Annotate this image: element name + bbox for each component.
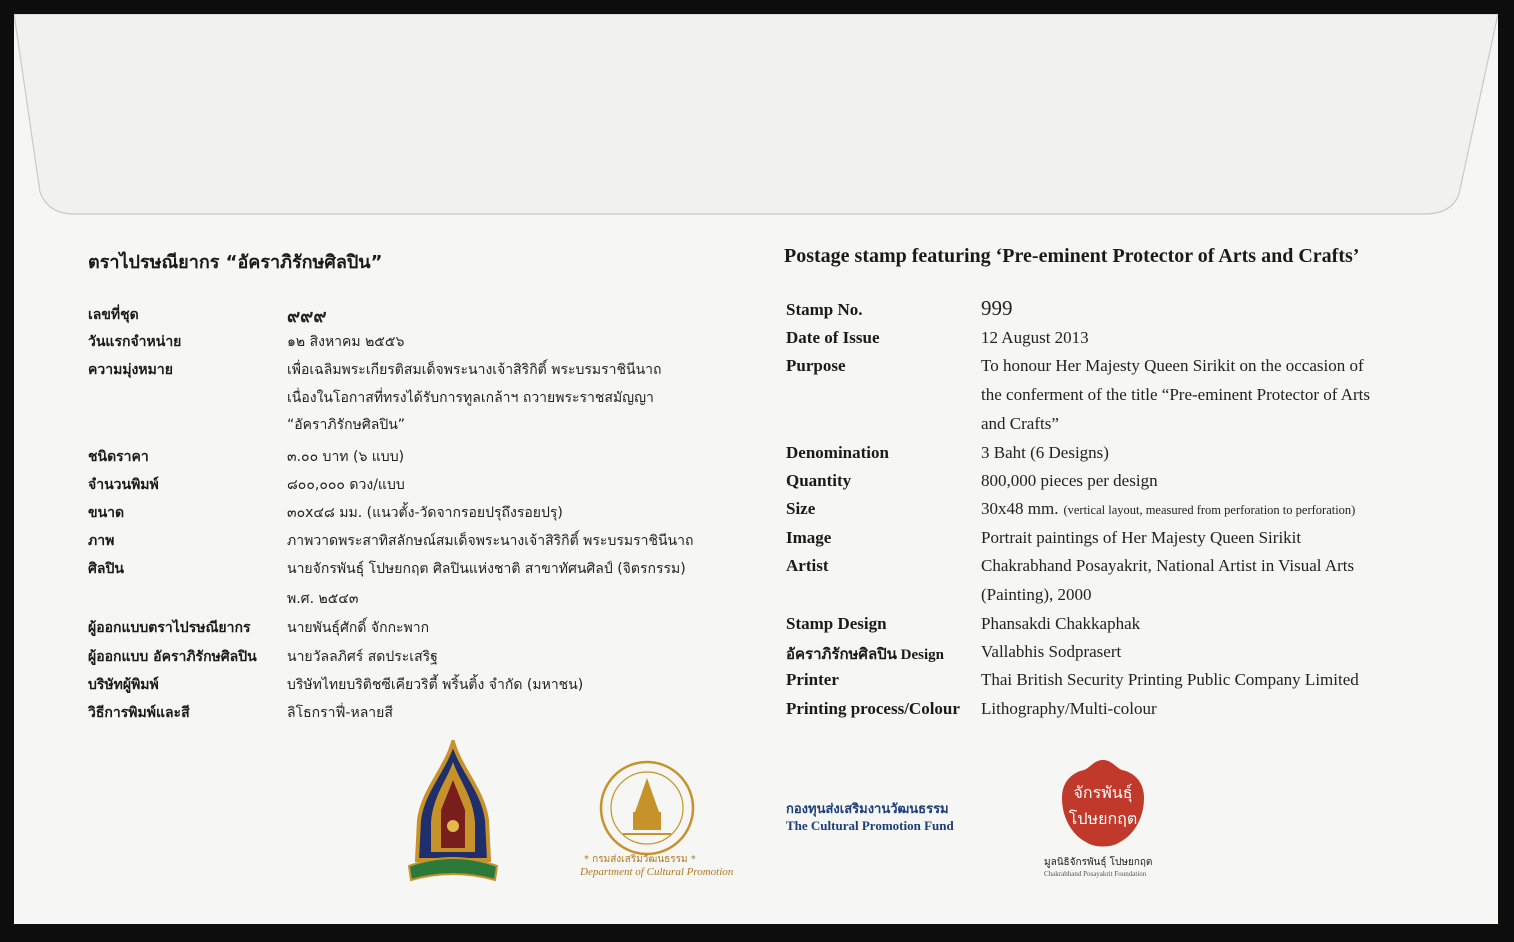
thai-row-value: ๓๐x๔๘ มม. (แนวตั้ง-วัดจากรอยปรุถึงรอยปรุ) <box>287 505 563 521</box>
english-row-label: Purpose <box>786 356 846 375</box>
thai-emblem-logo <box>405 740 501 886</box>
english-row-value <box>981 443 1109 463</box>
thai-row-value: นายจักรพันธุ์ โปษยกฤต ศิลปินแห่งชาติ สาขาทัศนศิลป์ (จิตรกรรม) <box>287 561 686 577</box>
thai-row-value: ๑๒ สิงหาคม ๒๕๕๖ <box>287 334 405 350</box>
english-row-value-text: Chakrabhand Posayakrit, National Artist in Visual Arts <box>981 556 1355 575</box>
thai-row-value: ลิโธกราฟี่-หลายสี <box>287 705 393 721</box>
english-title: Postage stamp featuring ‘Pre-eminent Protector of Arts and Crafts’ <box>784 245 1360 267</box>
english-row-value <box>981 585 1092 605</box>
english-row-value <box>981 328 1089 348</box>
foundation-thai-name: มูลนิธิจักรพันธุ์ โปษยกฤต <box>1044 857 1153 868</box>
english-row-value-text: Vallabhis Sodprasert <box>981 642 1122 661</box>
fund-english-name: The Cultural Promotion Fund <box>786 818 954 833</box>
english-row-label: Date of Issue <box>786 328 880 347</box>
thai-row-value: ๓.๐๐ บาท (๖ แบบ) <box>287 449 405 465</box>
thai-row-value: เพื่อเฉลิมพระเกียรติสมเด็จพระนางเจ้าสิริกิติ์ พระบรมราชินีนาถ <box>287 362 662 378</box>
english-row-value-text: Lithography/Multi-colour <box>981 699 1157 718</box>
thai-row-label: ความมุ่งหมาย <box>88 362 173 378</box>
english-row-label: Artist <box>786 556 829 575</box>
dcp-arc-bottom-text: Department of Cultural Promotion <box>580 866 734 878</box>
english-row-label: Stamp Design <box>786 614 887 633</box>
thai-row-value: เนื่องในโอกาสที่ทรงได้รับการทูลเกล้าฯ ถวายพระราชสมัญญา <box>287 390 654 406</box>
thai-row-value: ๘๐๐,๐๐๐ ดวง/แบบ <box>287 477 405 493</box>
english-row-label: อัคราภิรักษศิลปิน Design <box>786 647 945 663</box>
thai-title: ตราไปรษณียากร “อัคราภิรักษศิลปิน” <box>88 252 383 273</box>
english-row-value-text: and Crafts” <box>981 414 1059 433</box>
english-row-value <box>981 614 1140 634</box>
thai-row-value: พ.ศ. ๒๕๔๓ <box>287 591 359 607</box>
english-row-value <box>981 296 1013 321</box>
thai-row-value: ภาพวาดพระสาทิสลักษณ์สมเด็จพระนางเจ้าสิริกิติ์ พระบรมราชินีนาถ <box>287 533 694 549</box>
thai-row-value: “อัคราภิรักษศิลปิน” <box>287 417 406 433</box>
english-row-value <box>981 499 1355 519</box>
thai-row-label: เลขที่ชุด <box>88 307 139 323</box>
english-row-label: Stamp No. <box>786 300 863 319</box>
english-row-value <box>981 699 1157 719</box>
english-row-value-text: the conferment of the title “Pre-eminent Protector of Arts <box>981 385 1370 404</box>
thai-row-label: วันแรกจำหน่าย <box>88 334 182 350</box>
english-row-label: Image <box>786 528 832 547</box>
thai-row-label: ภาพ <box>88 533 115 549</box>
english-row-value-text: 999 <box>981 296 1013 320</box>
english-row-label: Quantity <box>786 471 852 490</box>
english-row-label: Denomination <box>786 443 889 462</box>
english-row-value-text: (Painting), 2000 <box>981 585 1092 604</box>
foundation-english-name: Chakrabhand Posayakrit Foundation <box>1044 870 1147 878</box>
english-row-value <box>981 385 1370 405</box>
english-row-note: (vertical layout, measured from perforation to perforation) <box>1063 503 1356 517</box>
thai-row-value: ๙๙๙ <box>287 306 327 327</box>
english-row-value-text: 3 Baht (6 Designs) <box>981 443 1109 462</box>
envelope-flap <box>14 14 1498 229</box>
english-row-value-text: Portrait paintings of Her Majesty Queen Sirikit <box>981 528 1302 547</box>
english-row-value <box>981 670 1359 690</box>
english-row-label: Printer <box>786 670 839 689</box>
english-row-value <box>981 642 1121 662</box>
thai-row-label: ผู้ออกแบบ อัคราภิรักษศิลปิน <box>88 649 257 665</box>
thai-row-label: ขนาด <box>88 505 125 521</box>
envelope-back <box>14 14 1498 924</box>
thai-row-label: จำนวนพิมพ์ <box>88 477 159 493</box>
english-row-value <box>981 414 1059 434</box>
thai-row-label: วิธีการพิมพ์และสี <box>88 705 190 721</box>
english-row-value-text: 12 August 2013 <box>981 328 1089 347</box>
thai-row-value: นายวัลลภิศร์ สดประเสริฐ <box>287 649 438 665</box>
thai-row-value: นายพันธุ์ศักดิ์ จักกะพาก <box>287 620 430 636</box>
fund-thai-name: กองทุนส่งเสริมงานวัฒนธรรม <box>786 802 949 817</box>
english-row-value-text: Thai British Security Printing Public Company Limited <box>981 670 1359 689</box>
foundation-seal-line2: โปษยกฤต <box>1068 809 1138 828</box>
thai-row-label: ศิลปิน <box>88 561 124 577</box>
foundation-seal <box>1060 758 1146 850</box>
thai-row-value: บริษัทไทยบริติชซีเคียวริตี้ พริ้นติ้ง จำกัด (มหาชน) <box>287 677 584 693</box>
english-row-value <box>981 556 1354 576</box>
thai-row-label: บริษัทผู้พิมพ์ <box>88 677 159 693</box>
english-row-value <box>981 528 1301 548</box>
thai-row-label: ผู้ออกแบบตราไปรษณียากร <box>88 620 251 636</box>
foundation-seal-line1: จักรพันธุ์ <box>1073 783 1133 802</box>
english-row-value-text: To honour Her Majesty Queen Sirikit on the occasion of <box>981 356 1364 375</box>
thai-row-label: ชนิดราคา <box>88 449 149 465</box>
english-row-label: Size <box>786 499 816 518</box>
english-row-value <box>981 356 1364 376</box>
english-row-value-text: 30x48 mm. <box>981 499 1059 518</box>
english-row-label: Printing process/Colour <box>786 699 960 718</box>
dcp-arc-top-text: * กรมส่งเสริมวัฒนธรรม * <box>584 854 696 865</box>
english-row-value-text: 800,000 pieces per design <box>981 471 1158 490</box>
english-row-value <box>981 471 1158 491</box>
english-row-value-text: Phansakdi Chakkaphak <box>981 614 1141 633</box>
